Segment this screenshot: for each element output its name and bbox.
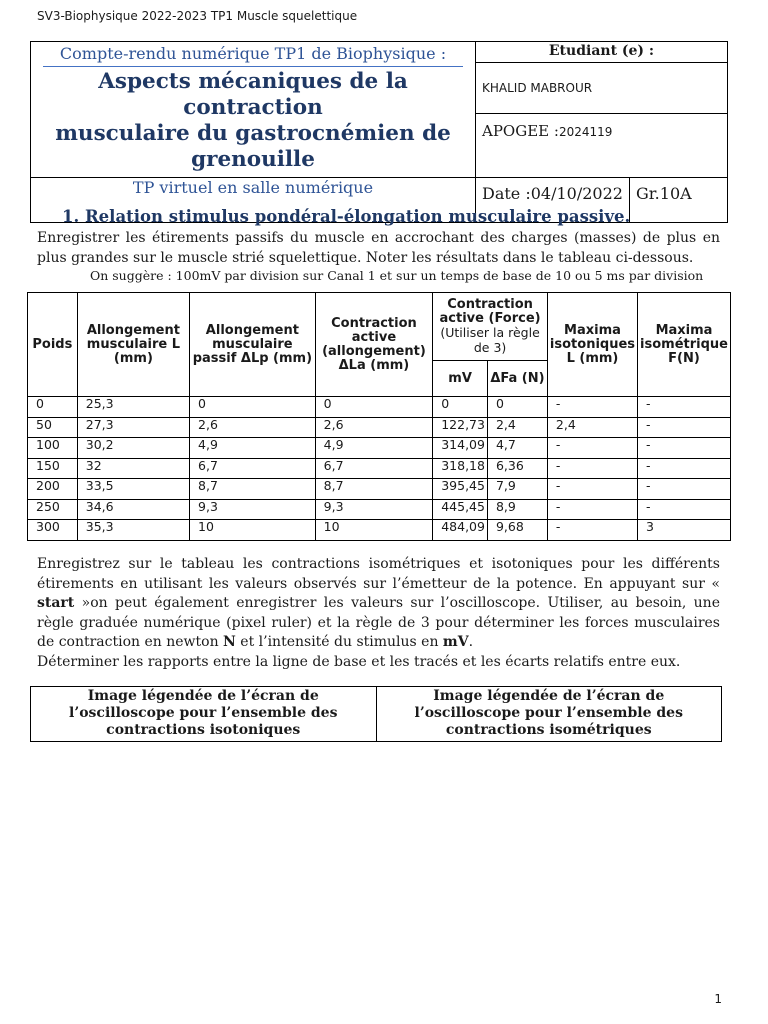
instructions-paragraph (37, 555, 720, 653)
cell-value: 2,6 (198, 417, 218, 432)
student-cell (476, 42, 728, 178)
table-cell (487, 397, 547, 418)
results-table (27, 292, 731, 541)
isometric-image-caption: Image légendée de l’écran de l’oscilloscope pour l’ensemble des contractions isométriques (376, 687, 722, 742)
cell-value: - (646, 499, 651, 514)
table-cell (638, 397, 731, 418)
cell-value: 9,68 (495, 520, 524, 534)
cell-value: 250 (36, 499, 60, 514)
table-cell (28, 397, 78, 418)
table-cell (638, 520, 731, 541)
table-cell (547, 397, 637, 418)
table-cell (433, 438, 488, 459)
table-cell (487, 417, 547, 438)
instructions-text: et l’intensité du stimulus en (235, 634, 443, 650)
cell-value: 200 (36, 479, 60, 493)
cell-value: 35,3 (85, 520, 114, 534)
cell-value: 0 (36, 397, 44, 411)
table-cell (315, 520, 433, 541)
table-cell (547, 417, 637, 438)
cell-value: 300 (36, 520, 60, 534)
table-cell (547, 520, 637, 541)
col-header-allongement-passif: Allongement musculaire passif ΔLp (mm) (190, 293, 316, 397)
table-cell (77, 417, 189, 438)
cell-value: 27,3 (85, 417, 114, 432)
cell-value: 0 (441, 397, 450, 411)
cell-value: 4,7 (495, 438, 516, 452)
table-cell (487, 438, 547, 459)
cell-value: 6,7 (198, 458, 218, 473)
image-caption-table (30, 686, 722, 742)
table-cell (315, 499, 433, 520)
contraction-force-note: (Utiliser la règle de 3) (440, 324, 540, 355)
table-cell (28, 520, 78, 541)
cell-value: 2,4 (555, 417, 576, 432)
student-label: Etudiant (e) : (476, 42, 727, 63)
cell-value: 484,09 (441, 520, 485, 534)
table-cell (77, 520, 189, 541)
table-cell (190, 479, 316, 500)
table-row (28, 479, 731, 500)
col-header-maxima-isometrique: Maxima isométrique F(N) (638, 293, 731, 397)
table-cell (638, 499, 731, 520)
cell-value: 50 (36, 417, 52, 432)
table-cell (315, 397, 433, 418)
col-header-poids: Poids (28, 293, 78, 397)
table-cell (638, 479, 731, 500)
cell-value: 395,45 (441, 479, 485, 493)
table-cell (315, 438, 433, 459)
cell-value: 8,9 (495, 499, 516, 514)
table-row (28, 520, 731, 541)
title-line: musculaire du gastrocnémien de (55, 121, 451, 146)
cell-value: - (646, 458, 651, 473)
table-row (28, 458, 731, 479)
table-cell (433, 520, 488, 541)
title-line: grenouille (191, 147, 315, 172)
cell-value: 33,5 (85, 479, 114, 493)
table-cell (315, 479, 433, 500)
table-cell (638, 417, 731, 438)
report-subtitle: Compte-rendu numérique TP1 de Biophysique : (43, 42, 463, 67)
cell-value: - (646, 417, 651, 432)
cell-value: - (646, 397, 651, 411)
table-cell (487, 479, 547, 500)
instructions-paragraph-2: Déterminer les rapports entre la ligne de base et les tracés et les écarts relatifs entre eux. (37, 654, 681, 670)
cell-value: 2,6 (323, 417, 344, 432)
header-table (30, 41, 728, 223)
table-row (28, 499, 731, 520)
table-cell (77, 397, 189, 418)
table-cell (77, 458, 189, 479)
contraction-force-label: Contraction active (Force) (439, 296, 541, 326)
mv-unit: mV (442, 634, 469, 650)
cell-value: 10 (198, 520, 214, 534)
date-field: Date :04/10/2022 (476, 178, 630, 223)
table-cell (77, 438, 189, 459)
cell-value: 6,7 (323, 458, 344, 473)
table-cell (28, 438, 78, 459)
cell-value: - (555, 438, 561, 452)
cell-value: 0 (323, 397, 332, 411)
apogee-value: 2024119 (558, 125, 613, 139)
table-cell (28, 499, 78, 520)
table-cell (190, 417, 316, 438)
col-header-maxima-isotoniques: Maxima isotoniques L (mm) (547, 293, 637, 397)
group-field: Gr.10A (630, 178, 728, 223)
apogee-field (476, 114, 727, 152)
col-header-fa: ΔFa (N) (487, 361, 547, 397)
table-cell (28, 458, 78, 479)
cell-value: 3 (646, 520, 654, 534)
cell-value: 314,09 (441, 438, 485, 452)
cell-value: 32 (85, 458, 102, 473)
cell-value: 30,2 (85, 438, 114, 452)
cell-value: 122,73 (441, 417, 485, 432)
col-header-contraction-force (433, 293, 548, 361)
col-header-allongement: Allongement musculaire L (mm) (77, 293, 189, 397)
table-cell (487, 458, 547, 479)
cell-value: 9,3 (323, 499, 344, 514)
table-cell (487, 499, 547, 520)
cell-value: - (555, 520, 561, 534)
cell-value: 8,7 (323, 479, 344, 493)
table-cell (28, 479, 78, 500)
cell-value: - (646, 479, 651, 493)
title-cell (31, 42, 476, 178)
cell-value: 4,9 (323, 438, 344, 452)
cell-value: 6,36 (495, 458, 524, 473)
table-cell (547, 479, 637, 500)
section-title: 1. Relation stimulus pondéral-élongation musculaire passive. (62, 207, 631, 226)
cell-value: 9,3 (198, 499, 218, 514)
table-cell (433, 479, 488, 500)
table-cell (487, 520, 547, 541)
report-title (31, 67, 475, 177)
col-header-contraction-allongement: Contraction active (allongement) ΔLa (mm) (315, 293, 433, 397)
col-header-mv: mV (433, 361, 488, 397)
instructions-text: Enregistrez sur le tableau les contractions isométriques et isotoniques pour les différents étirements en utilisant les valeurs observés sur l’émetteur de la potence. En appuyant sur « (37, 556, 720, 592)
cell-value: 318,18 (441, 458, 485, 473)
cell-value: 150 (36, 458, 60, 473)
cell-value: 34,6 (85, 499, 114, 514)
table-cell (190, 520, 316, 541)
table-row (28, 438, 731, 459)
table-cell (77, 499, 189, 520)
instructions-text: »on peut également enregistrer les valeurs sur l’oscilloscope. Utiliser, au besoin, une règle graduée numérique (pixel ruler) et la règle de 3 pour déterminer les forces musculaires de contraction en newton (37, 595, 720, 650)
table-cell (433, 458, 488, 479)
cell-value: - (555, 499, 561, 514)
cell-value: - (555, 397, 561, 411)
table-cell (547, 499, 637, 520)
table-cell (190, 397, 316, 418)
page-number: 1 (714, 992, 722, 1006)
cell-value: - (646, 438, 651, 452)
instructions-text: . (468, 634, 474, 650)
cell-value: 7,9 (495, 479, 516, 493)
cell-value: 0 (198, 397, 206, 411)
table-row (28, 417, 731, 438)
cell-value: - (555, 479, 561, 493)
tp-mode: TP virtuel en salle numérique (31, 178, 476, 223)
cell-value: 2,4 (495, 417, 516, 432)
running-header: SV3-Biophysique 2022-2023 TP1 Muscle squelettique (37, 9, 358, 23)
cell-value: 10 (323, 520, 340, 534)
cell-value: - (555, 458, 561, 473)
table-cell (28, 417, 78, 438)
cell-value: 100 (36, 438, 60, 452)
table-cell (433, 417, 488, 438)
table-body (28, 397, 731, 541)
apogee-label: APOGEE : (482, 122, 559, 140)
table-cell (190, 499, 316, 520)
table-cell (190, 438, 316, 459)
cell-value: 445,45 (441, 499, 485, 514)
table-cell (638, 438, 731, 459)
table-cell (433, 397, 488, 418)
table-cell (190, 458, 316, 479)
student-name: KHALID MABROUR (476, 63, 727, 114)
section-intro: Enregistrer les étirements passifs du muscle en accrochant des charges (masses) de plus en plus grandes sur le muscle strié squelettique. Noter les résultats dans le tableau ci-dessous. (37, 230, 720, 266)
table-cell (547, 458, 637, 479)
title-line: Aspects mécaniques de la contraction (98, 69, 408, 120)
isotonic-image-caption: Image légendée de l’écran de l’oscilloscope pour l’ensemble des contractions isotoniques (31, 687, 377, 742)
table-row (28, 397, 731, 418)
cell-value: 8,7 (198, 479, 218, 493)
table-cell (77, 479, 189, 500)
table-cell (433, 499, 488, 520)
table-cell (315, 458, 433, 479)
cell-value: 25,3 (85, 397, 114, 411)
start-keyword: start (37, 595, 75, 611)
oscilloscope-note: On suggère : 100mV par division sur Canal 1 et sur un temps de base de 10 ou 5 ms par division (90, 268, 704, 283)
table-cell (547, 438, 637, 459)
cell-value: 4,9 (198, 438, 218, 452)
table-cell (315, 417, 433, 438)
table-cell (638, 458, 731, 479)
cell-value: 0 (495, 397, 504, 411)
newton-unit: N (223, 634, 236, 650)
